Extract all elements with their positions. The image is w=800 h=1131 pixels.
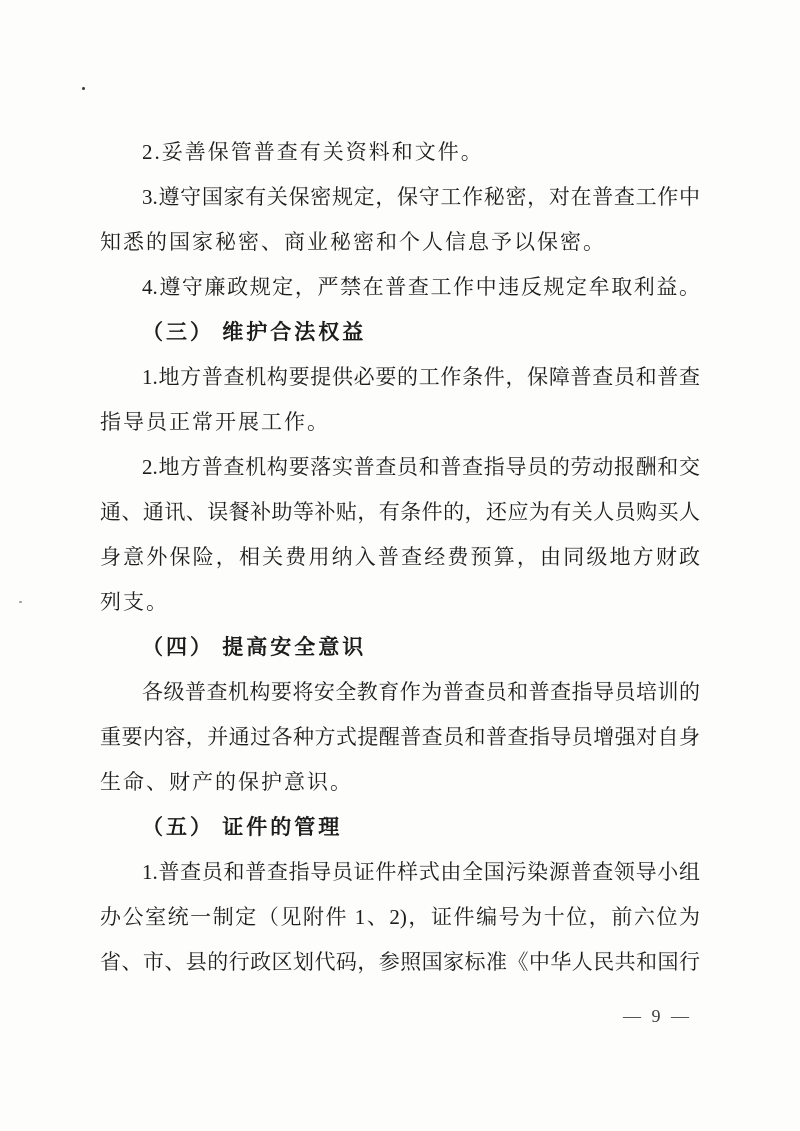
- paragraph-line: 知悉的国家秘密、商业秘密和个人信息予以保密。: [100, 230, 606, 254]
- section-heading: （三） 维护合法权益: [142, 320, 367, 344]
- paragraph-line: 办公室统一制定（见附件 1、2)，证件编号为十位，前六位为: [100, 905, 700, 929]
- paragraph-line: 各级普查机构要将安全教育作为普查员和普查指导员培训的: [142, 680, 700, 704]
- paragraph-line: 生命、财产的保护意识。: [100, 770, 353, 794]
- paragraph-line: 2.妥善保管普查有关资料和文件。: [142, 140, 484, 164]
- paragraph-line: 1.地方普查机构要提供必要的工作条件，保障普查员和普查: [142, 365, 700, 389]
- paragraph-line: 身意外保险，相关费用纳入普查经费预算，由同级地方财政: [100, 545, 700, 569]
- paragraph-line: 通、通讯、误餐补助等补贴，有条件的，还应为有关人员购买人: [100, 500, 700, 524]
- paragraph-line: 3.遵守国家有关保密规定，保守工作秘密，对在普查工作中: [142, 185, 700, 209]
- paragraph-line: 指导员正常开展工作。: [100, 410, 330, 434]
- paragraph-line: 省、市、县的行政区划代码，参照国家标准《中华人民共和国行: [100, 950, 700, 974]
- paragraph-line: 4.遵守廉政规定，严禁在普查工作中违反规定牟取利益。: [142, 275, 700, 299]
- paragraph-line: 重要内容，并通过各种方式提醒普查员和普查指导员增强对自身: [100, 725, 700, 749]
- paragraph-line: 1.普查员和普查指导员证件样式由全国污染源普查领导小组: [142, 860, 700, 884]
- paragraph-line: 列支。: [100, 590, 169, 614]
- scan-speck: [19, 601, 22, 603]
- section-heading: （四） 提高安全意识: [142, 635, 367, 659]
- page-number: — 9 —: [623, 1006, 692, 1026]
- paragraph-line: 2.地方普查机构要落实普查员和普查指导员的劳动报酬和交: [142, 455, 700, 479]
- scan-speck: [82, 87, 85, 90]
- document-text: [100, 130, 700, 985]
- section-heading: （五） 证件的管理: [142, 815, 343, 839]
